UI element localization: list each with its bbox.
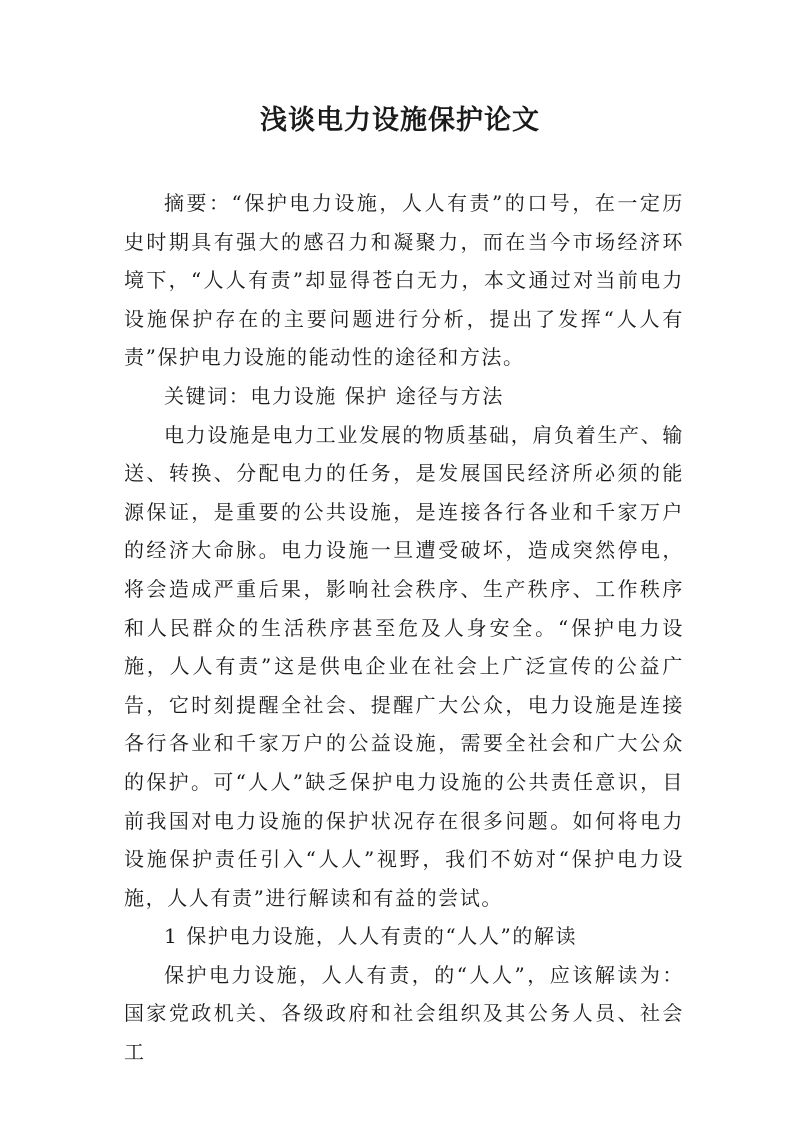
document-title: 浅谈电力设施保护论文 xyxy=(260,105,540,136)
intro-paragraph: 电力设施是电力工业发展的物质基础，肩负着生产、输送、转换、分配电力的任务，是发展国民经济所必须的能源保证，是重要的公共设施，是连接各行各业和千家万户的经济大命脉。电力设施一旦遭受破坏，造成突然停电，将会造成严重后果，影响社会秩序、生产秩序、工作秩序和人民群众的生活秩序甚至危及人身安全。“保护电力设施，人人有责”这是供电企业在社会上广泛宣传的公益广告，它时刻提醒全社会、提醒广大公众，电力设施是连接各行各业和千家万户的公益设施，需要全社会和广大公众的保护。可“人人”缺乏保护电力设施的公共责任意识，目前我国对电力设施的保护状况存在很多问题。如何将电力设施保护责任引入“人人”视野，我们不妨对“保护电力设施，人人有责”进行解读和有益的尝试。 xyxy=(124,422,684,910)
section-1-paragraph: 保护电力设施，人人有责，的“人人”，应该解读为：国家党政机关、各级政府和社会组织及其公务人员、社会工 xyxy=(124,962,684,1065)
document-body xyxy=(124,184,684,1072)
keywords-paragraph: 关键词：电力设施 保护 途径与方法 xyxy=(164,383,504,408)
section-heading-1: 1 保护电力设施，人人有责的“人人”的解读 xyxy=(164,924,578,949)
abstract-paragraph: 摘要：“保护电力设施，人人有责”的口号，在一定历史时期具有强大的感召力和凝聚力，而在当今市场经济环境下，“人人有责”却显得苍白无力，本文通过对当前电力设施保护存在的主要问题进行分析，提出了发挥“人人有责”保护电力设施的能动性的途径和方法。 xyxy=(124,191,684,370)
